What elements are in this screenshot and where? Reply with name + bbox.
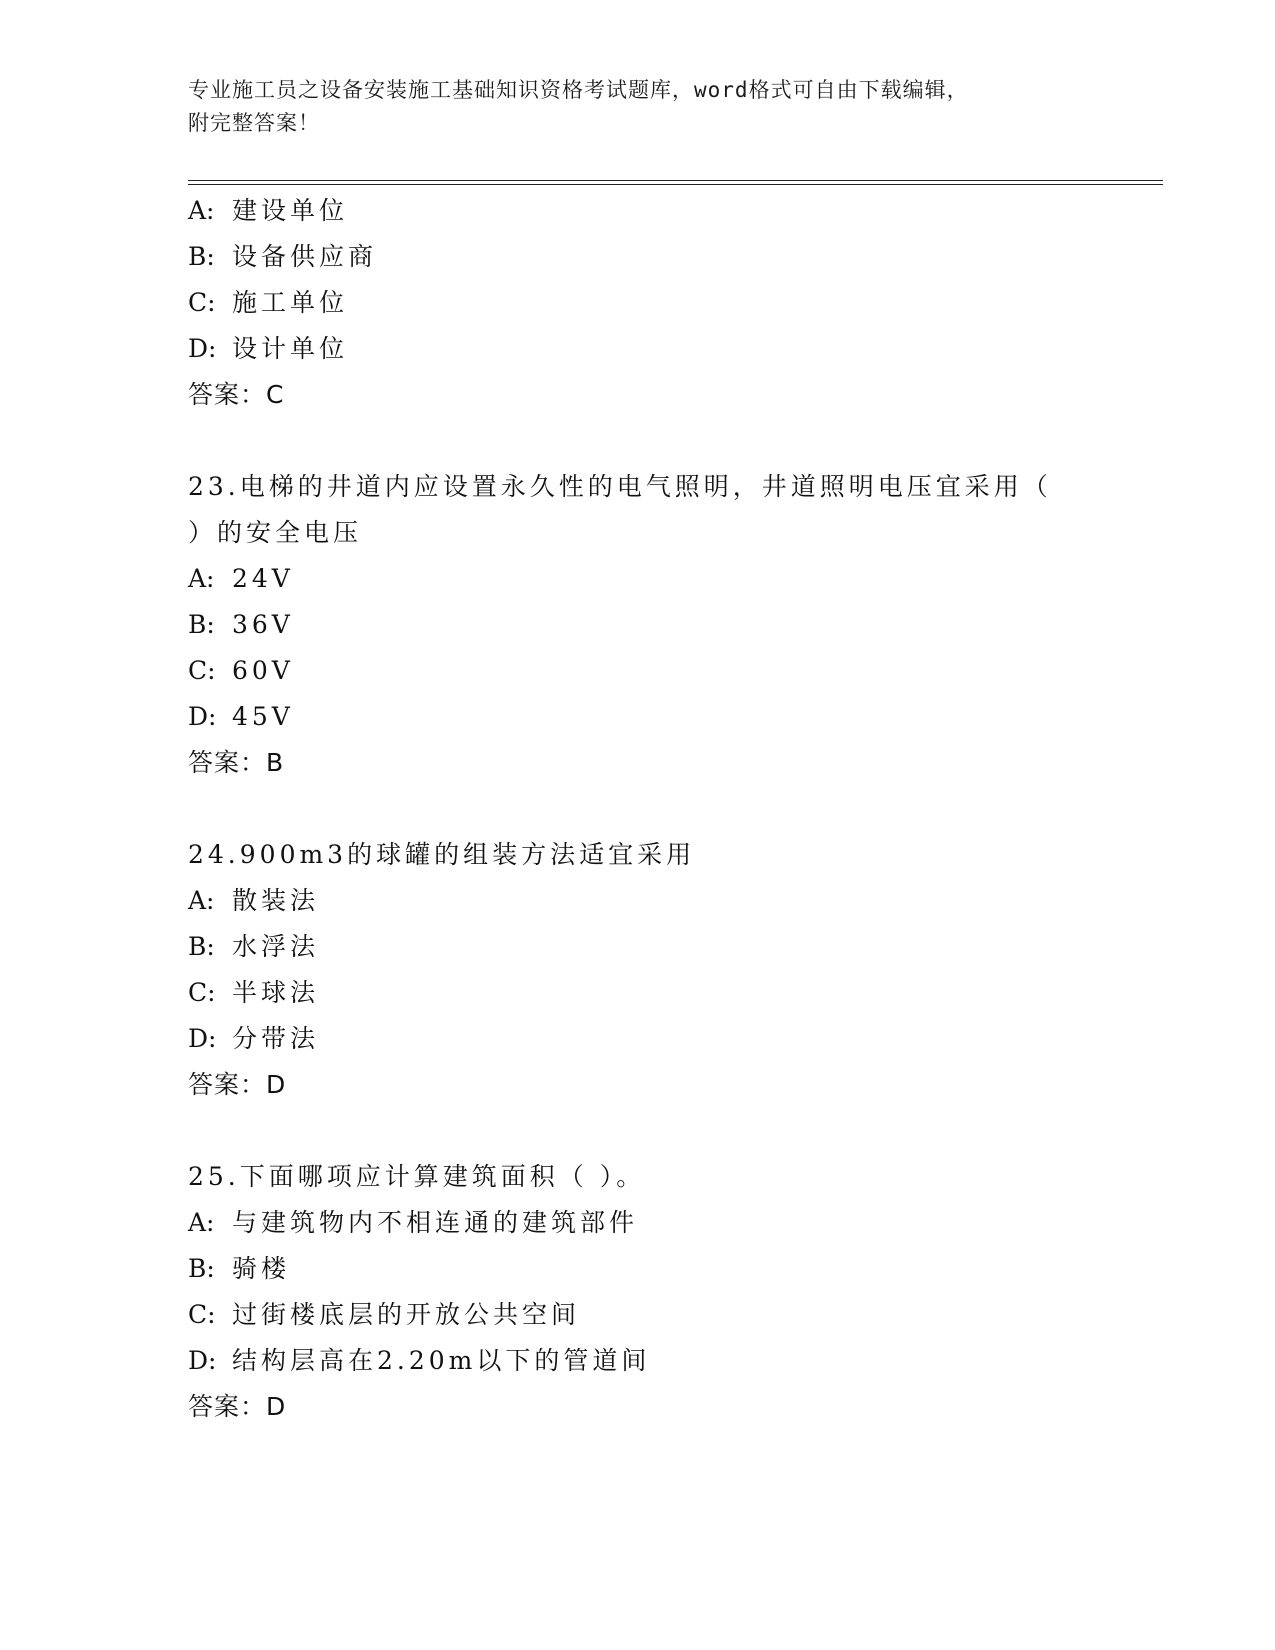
option-row: [188, 924, 1148, 970]
answer-text: 答案：D: [188, 1392, 287, 1421]
option-key: A:: [188, 1208, 215, 1237]
option-key: D:: [188, 1346, 217, 1375]
option-key: C:: [188, 656, 216, 685]
block-spacer: [188, 1108, 1148, 1154]
option-text: 结构层高在2.20m以下的管道间: [232, 1346, 651, 1375]
option-row: [188, 234, 1148, 280]
option-text: 建设单位: [232, 196, 349, 225]
option-row: [188, 280, 1148, 326]
option-text: 45V: [232, 702, 294, 731]
question-list: [188, 188, 1148, 1430]
question-text: 23.电梯的井道内应设置永久性的电气照明，井道照明电压宜采用（: [188, 472, 1052, 501]
question-block: [188, 418, 1148, 786]
question-block: [188, 1108, 1148, 1430]
question-text: ）的安全电压: [188, 518, 363, 547]
option-key: B:: [188, 242, 215, 271]
option-row: [188, 556, 1148, 602]
option-row: [188, 1246, 1148, 1292]
answer-text: 答案：C: [188, 380, 285, 409]
option-key: D:: [188, 702, 217, 731]
question-text: 24.900m3的球罐的组装方法适宜采用: [188, 840, 696, 869]
option-key: C:: [188, 1300, 216, 1329]
answer-text: 答案：D: [188, 1070, 287, 1099]
option-text: 施工单位: [232, 288, 349, 317]
option-text: 60V: [232, 656, 294, 685]
option-text: 设备供应商: [232, 242, 378, 271]
option-key: B:: [188, 610, 215, 639]
block-spacer: [188, 786, 1148, 832]
option-key: C:: [188, 978, 216, 1007]
option-row: [188, 878, 1148, 924]
header-divider: [188, 180, 1163, 185]
answer-text: 答案：B: [188, 748, 285, 777]
option-text: 半球法: [232, 978, 320, 1007]
option-row: [188, 602, 1148, 648]
option-key: A:: [188, 886, 215, 915]
option-key: B:: [188, 1254, 215, 1283]
block-spacer: [188, 418, 1148, 464]
option-row: [188, 326, 1148, 372]
option-key: D:: [188, 334, 217, 363]
option-text: 与建筑物内不相连通的建筑部件: [232, 1208, 639, 1237]
option-text: 24V: [232, 564, 294, 593]
option-text: 设计单位: [232, 334, 349, 363]
question-block: [188, 188, 1148, 418]
option-row: [188, 1200, 1148, 1246]
header-title-line-2: 附完整答案！: [188, 111, 320, 135]
option-row: [188, 648, 1148, 694]
option-row: [188, 694, 1148, 740]
option-text: 骑楼: [232, 1254, 291, 1283]
option-key: D:: [188, 1024, 217, 1053]
option-row: [188, 188, 1148, 234]
option-row: [188, 970, 1148, 1016]
question-block: [188, 786, 1148, 1108]
option-key: A:: [188, 564, 215, 593]
option-key: B:: [188, 932, 215, 961]
option-key: A:: [188, 196, 215, 225]
option-row: [188, 1016, 1148, 1062]
option-row: [188, 1292, 1148, 1338]
option-text: 散装法: [232, 886, 320, 915]
option-key: C:: [188, 288, 216, 317]
option-text: 分带法: [232, 1024, 320, 1053]
option-text: 过街楼底层的开放公共空间: [232, 1300, 581, 1329]
option-text: 水浮法: [232, 932, 320, 961]
header-title-line-1: 专业施工员之设备安装施工基础知识资格考试题库，word格式可自由下载编辑，: [188, 78, 969, 102]
option-row: [188, 1338, 1148, 1384]
option-text: 36V: [232, 610, 294, 639]
document-header: [188, 74, 1088, 140]
question-text: 25.下面哪项应计算建筑面积（ ）。: [188, 1162, 646, 1191]
